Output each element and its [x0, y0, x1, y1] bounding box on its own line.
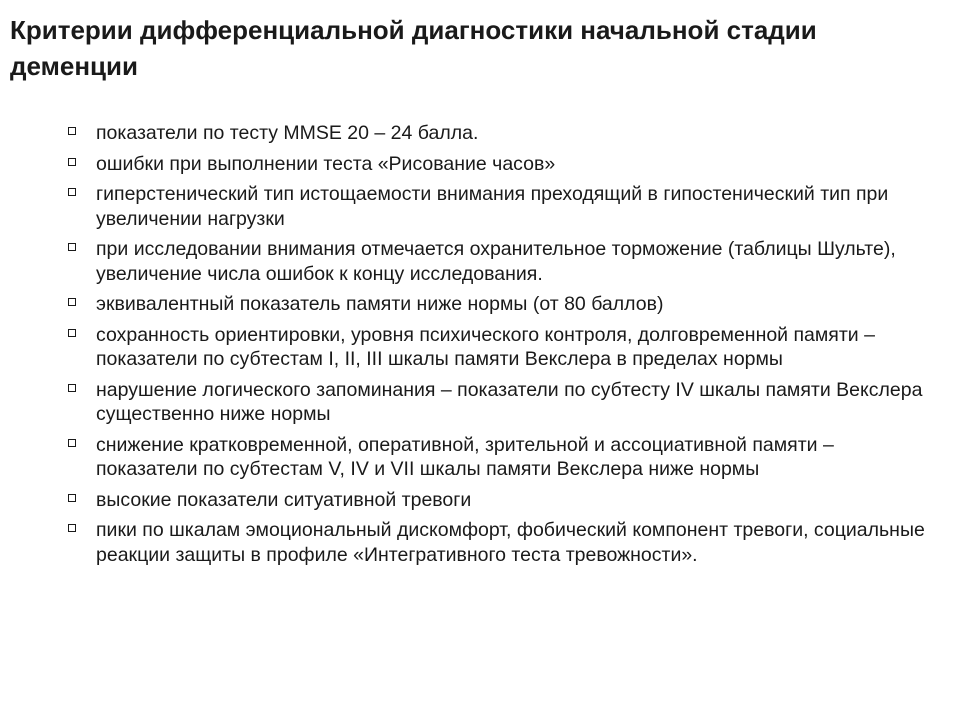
square-bullet-icon	[68, 127, 76, 135]
square-bullet-icon	[68, 243, 76, 251]
list-item	[68, 323, 938, 372]
list-item-text: сохранность ориентировки, уровня психического контроля, долговременной памяти – показатели по субтестам I, II, III шкалы памяти Векслера в пределах нормы	[96, 323, 875, 370]
square-bullet-icon	[68, 329, 76, 337]
list-item	[68, 433, 938, 482]
slide-title: Критерии дифференциальной диагностики начальной стадии деменции	[10, 15, 817, 81]
list-item	[68, 152, 938, 177]
list-item	[68, 182, 938, 231]
list-item	[68, 121, 938, 146]
list-item	[68, 292, 938, 317]
list-item-text: нарушение логического запоминания – показатели по субтесту IV шкалы памяти Векслера существенно ниже нормы	[96, 378, 923, 425]
square-bullet-icon	[68, 439, 76, 447]
square-bullet-icon	[68, 188, 76, 196]
square-bullet-icon	[68, 158, 76, 166]
criteria-list	[68, 121, 938, 573]
list-item-text: показатели по тесту MMSE 20 – 24 балла.	[96, 122, 479, 144]
square-bullet-icon	[68, 298, 76, 306]
square-bullet-icon	[68, 384, 76, 392]
list-item-text: высокие показатели ситуативной тревоги	[96, 488, 472, 511]
list-item	[68, 237, 938, 286]
list-item-text: пики по шкалам эмоциональный дискомфорт, фобический компонент тревоги, социальные реакции защиты в профиле «Интегративного теста тревожности».	[96, 519, 925, 566]
list-item	[68, 518, 938, 567]
list-item-text: гиперстенический тип истощаемости внимания преходящий в гипостенический тип при увеличении нагрузки	[96, 183, 889, 230]
list-item-text: эквивалентный показатель памяти ниже нормы (от 80 баллов)	[96, 293, 664, 315]
list-item	[68, 488, 938, 513]
square-bullet-icon	[68, 524, 76, 532]
list-item	[68, 378, 938, 427]
list-item-text: при исследовании внимания отмечается охранительное торможение (таблицы Шульте), увеличение числа ошибок к концу исследования.	[96, 238, 896, 285]
square-bullet-icon	[68, 494, 76, 502]
list-item-text: ошибки при выполнении теста «Рисование часов»	[96, 152, 556, 175]
list-item-text: снижение кратковременной, оперативной, зрительной и ассоциативной памяти – показатели по субтестам V, IV и VII шкалы памяти Векслера ниже нормы	[96, 433, 834, 480]
